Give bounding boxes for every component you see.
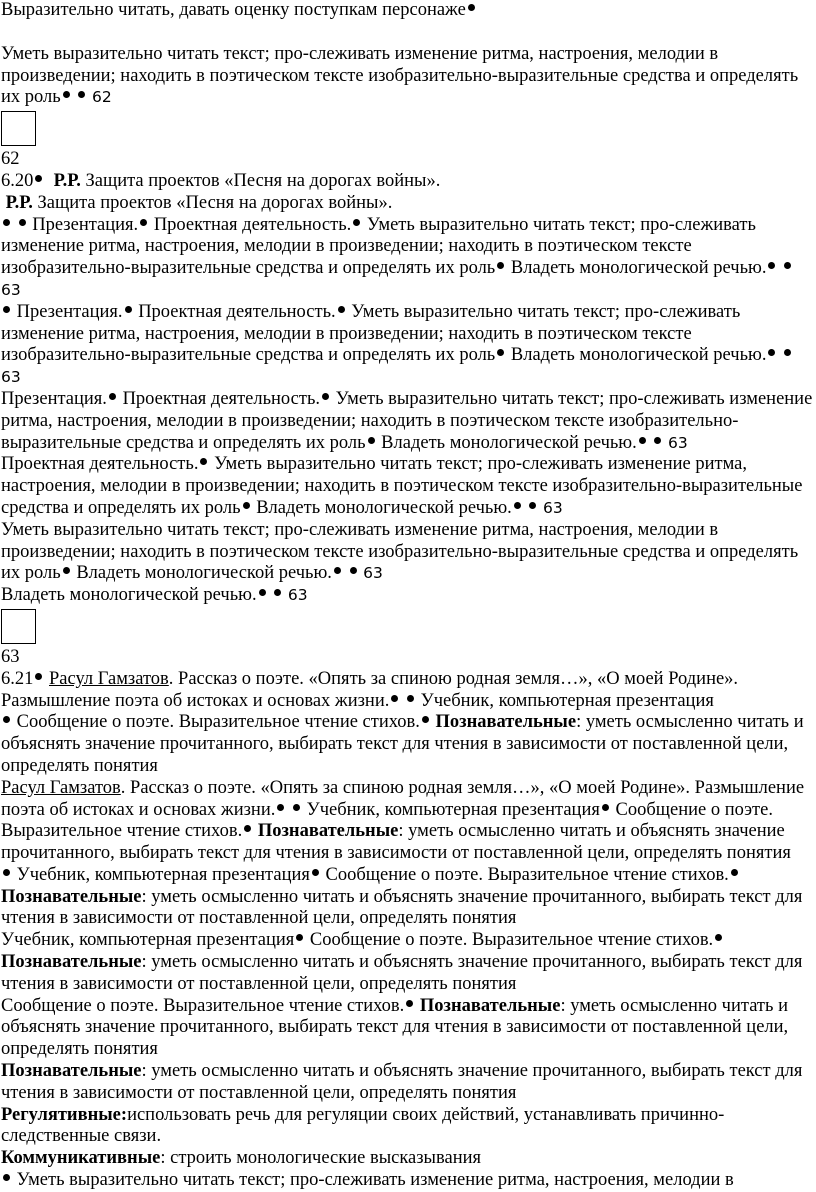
bullet-icon [784,262,791,269]
bullet-icon [338,306,345,313]
page-number: 63 [1,646,20,667]
text-paragraph: Познавательные: уметь осмысленно читать и объяснять значение прочитанного, выбирать текст для чтения в зависимости от поставленной цели, определять понятия [1,1061,803,1103]
text-paragraph: Презентация. Проектная деятельность. Уметь выразительно читать текст; про-слеживать изменение ритма, настроения, мелодии в произведении; находить в поэтическом тексте изобразительно-выразительные средства и определять их роль Владеть монологической речью. 63 [1,215,814,302]
bullet-icon [784,349,791,356]
text-paragraph: Учебник, компьютерная презентация Сообщение о поэте. Выразительное чтение стихов. Познавательные: уметь осмысленно читать и объяснять значение прочитанного, выбирать текст для чтения в зависимости от поставленной цели, определять понятия [1,930,803,994]
page-number: 62 [1,149,20,170]
communicative-paragraph: Коммуникативные: строить монологические высказывания [1,1148,481,1169]
bullet-icon [63,567,70,574]
bullet-icon [407,695,414,702]
bullet-icon [78,91,85,98]
lesson-title: Р.Р. Защита проектов «Песня на дорогах войны». [5,192,393,213]
page-number: 63 [543,498,563,517]
bullet-icon [274,589,281,596]
bullet-icon [63,91,70,98]
bullet-icon [322,393,329,400]
text-paragraph: Уметь выразительно читать текст; про-слеживать изменение ритма, настроения, мелодии в произведении; находить в поэтическом тексте изобразительно-выразительные средства и определять их роль Владеть монологической речью. 63 [1,519,799,584]
text-paragraph: Проектная деятельность. Уметь выразительно читать текст; про-слеживать изменение ритма, настроения, мелодии в произведении; находить в поэтическом тексте изобразительно-выразительные средства и определять их роль Владеть монологической речью. 63 [1,454,803,518]
page-number: 63 [287,586,308,605]
text-paragraph: Уметь выразительно читать текст; про-слеживать изменение ритма, настроения, мелодии в произведении; находить в поэтическом тексте изобразительно-выразительные средства и определять их роль 62 [1,43,799,108]
document-page [1,0,814,1192]
bullet-icon [243,502,250,509]
page-number: 63 [668,433,688,452]
bullet-icon [654,437,661,444]
bullet-icon [468,4,475,11]
text-paragraph: Расул Гамзатов. Рассказ о поэте. «Опять за спиною родная земля…», «О моей Родине». Размышление поэта об истоках и основах жизни. Учебник, компьютерная презентация Сообщение о поэте. Выразительное чтение стихов. Познавательные: уметь осмысленно читать и объяснять значение прочитанного, выбирать текст для чтения в зависимости от поставленной цели, определять понятия [1,777,805,864]
text-paragraph: Сообщение о поэте. Выразительное чтение стихов. Познавательные: уметь осмысленно читать и объяснять значение прочитанного, выбирать текст для чтения в зависимости от поставленной цели, определять понятия [1,995,789,1060]
bullet-icon [602,804,609,811]
bullet-icon [296,934,303,941]
bullet-icon [768,262,775,269]
text-line: Выразительно читать, давать оценку поступкам персонаже [1,0,814,22]
bullet-icon [19,219,26,226]
bullet-icon [353,219,360,226]
bullet-icon [639,437,646,444]
bullet-icon [3,716,10,723]
text-paragraph: Учебник, компьютерная презентация Сообщение о поэте. Выразительное чтение стихов. Познавательные: уметь осмысленно читать и объяснять значение прочитанного, выбирать текст для чтения в зависимости от поставленной цели, определять понятия [1,864,803,929]
bullet-icon [244,825,251,832]
bullet-icon [3,1174,10,1181]
page-number: 62 [91,88,112,107]
bullet-icon [259,589,266,596]
regulative-paragraph: Регулятивные:использовать речь для регуляции своих действий, устанавливать причинно-следственные связи. [1,1104,725,1147]
lesson-heading: 6.21 Расул Гамзатов. Рассказ о поэте. «Опять за спиною родная земля…», «О моей Родине». Размышление поэта об истоках и основах жизни. Учебник, компьютерная презентация [1,668,739,711]
bullet-icon [391,695,398,702]
author-link: Расул Гамзатов [1,777,121,798]
bullet-icon [422,716,429,723]
bullet-icon [350,567,357,574]
bullet-icon [334,567,341,574]
bullet-icon [293,804,300,811]
bullet-icon [125,306,132,313]
bullet-icon [140,219,147,226]
bullet-icon [35,673,42,680]
bullet-icon [715,934,722,941]
bullet-icon [3,869,10,876]
bullet-icon [35,175,42,182]
author-link: Расул Гамзатов [49,668,169,689]
checkbox-square-icon [1,609,36,644]
text-paragraph: Сообщение о поэте. Выразительное чтение стихов. Познавательные: уметь осмысленно читать и объяснять значение прочитанного, выбирать текст для чтения в зависимости от поставленной цели, определять понятия [1,712,804,776]
text-line: Уметь выразительно читать текст; про-слеживать изменение ритма, настроения, мелодии в [1,1170,814,1192]
bullet-icon [368,437,375,444]
bullet-icon [497,349,504,356]
bullet-icon [277,804,284,811]
bullet-icon [731,869,738,876]
bullet-icon [768,349,775,356]
page-number: 63 [1,280,21,299]
text-paragraph: Презентация. Проектная деятельность. Уметь выразительно читать текст; про-слеживать изменение ритма, настроения, мелодии в произведении; находить в поэтическом тексте изобразительно-выразительные средства и определять их роль Владеть монологической речью. 63 [1,302,814,389]
bullet-icon [109,393,116,400]
bullet-icon [406,1000,413,1007]
bullet-icon [497,262,504,269]
bullet-icon [200,458,207,465]
page-number: 63 [1,368,21,387]
lesson-heading: 6.20 Р.Р. Защита проектов «Песня на дорогах войны». [1,170,441,191]
checkbox-square-icon [1,111,36,146]
bullet-icon [3,219,10,226]
text-paragraph: Владеть монологической речью. 63 [1,585,308,606]
bullet-icon [312,869,319,876]
bullet-icon [3,306,10,313]
text-paragraph: Презентация. Проектная деятельность. Уметь выразительно читать текст; про-слеживать изменение ритма, настроения, мелодии в произведении; находить в поэтическом тексте изобразительно-выразительные средства и определять их роль Владеть монологической речью. 63 [1,388,813,453]
page-number: 63 [363,564,383,583]
bullet-icon [529,502,536,509]
bullet-icon [514,502,521,509]
